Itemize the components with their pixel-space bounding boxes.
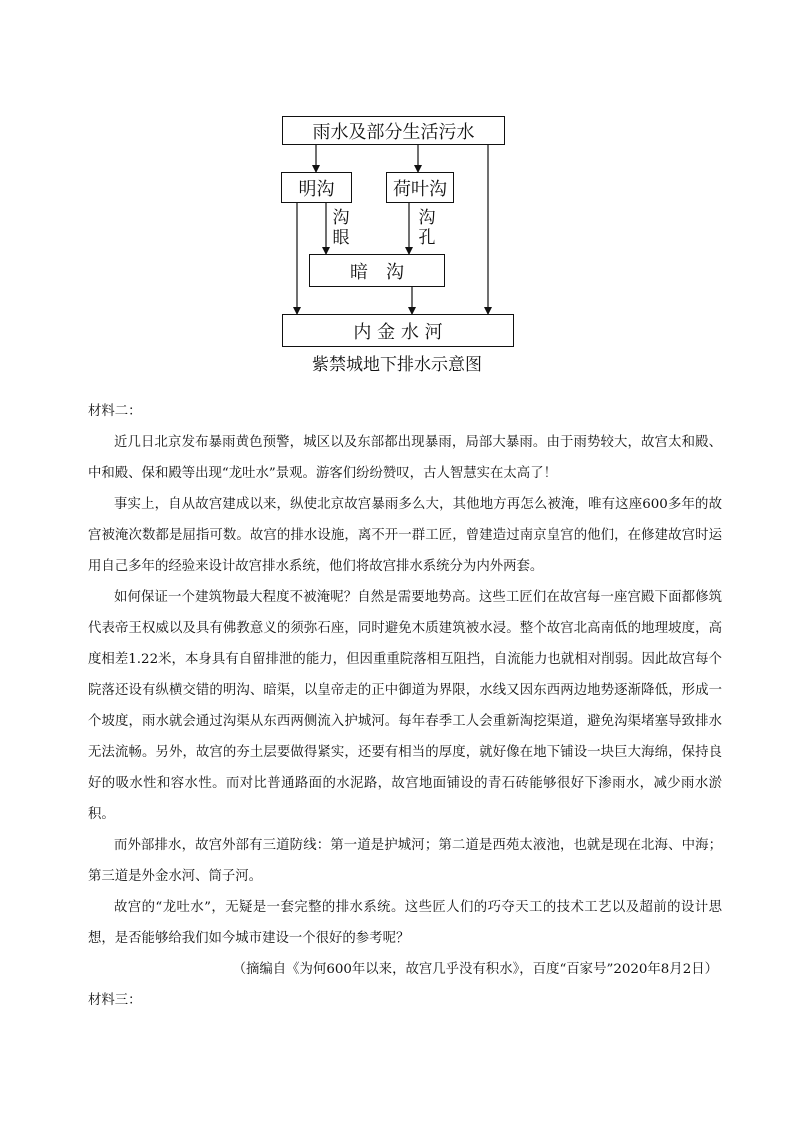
box-angou: 暗 沟 xyxy=(309,254,445,287)
material-two-heading: 材料二： xyxy=(88,404,142,419)
label-goukong-char2: 孔 xyxy=(418,228,436,248)
diagram-caption: 紫禁城地下排水示意图 xyxy=(312,355,482,375)
article-body xyxy=(88,396,722,1016)
paragraph-4: 而外部排水，故宫外部有三道防线：第一道是护城河；第二道是西苑太液池，也就是现在北海、中海；第三道是外金水河、筒子河。 xyxy=(88,838,722,884)
label-gouyan-char2: 眼 xyxy=(332,228,350,248)
paragraph-5: 故宫的“龙吐水”，无疑是一套完整的排水系统。这些匠人们的巧夺天工的技术工艺以及超前的设计思想，是否能够给我们如今城市建设一个很好的参考呢？ xyxy=(88,900,722,946)
material-three-heading: 材料三： xyxy=(88,993,142,1008)
label-goukong xyxy=(417,208,437,248)
box-minggou: 明沟 xyxy=(281,172,352,203)
paragraph-3: 如何保证一个建筑物最大程度不被淹呢？自然是需要地势高。这些工匠们在故宫每一座宫殿下面都修筑代表帝王权威以及具有佛教意义的须弥石座，同时避免木质建筑被水浸。整个故宫北高南低的地理坡度，高度相差1.22米，本身具有自留排泄的能力，但因重重院落相互阻挡，自流能力也就相对削弱。因此故宫每个院落还设有纵横交错的明沟、暗渠，以皇帝走的正中御道为界限，水线又因东西两边地势逐渐降低，形成一个坡度，雨水就会通过沟渠从东西两侧流入护城河。每年春季工人会重新淘挖渠道，避免沟渠堵塞导致排水无法流畅。另外，故宫的夯土层要做得紧实，还要有相当的厚度，就好像在地下铺设一块巨大海绵，保持良好的吸水性和容水性。而对比普通路面的水泥路，故宫地面铺设的青石砖能够很好下渗雨水，减少雨水淤积。 xyxy=(88,590,722,822)
box-neijinshuihe: 内 金 水 河 xyxy=(282,314,514,347)
drainage-diagram xyxy=(0,0,794,380)
paragraph-1: 近几日北京发布暴雨黄色预警，城区以及东部都出现暴雨，局部大暴雨。由于雨势较大，故宫太和殿、中和殿、保和殿等出现“龙吐水”景观。游客们纷纷赞叹，古人智慧实在太高了！ xyxy=(88,435,722,481)
box-heyegou: 荷叶沟 xyxy=(386,172,454,203)
box-rainwater: 雨水及部分生活污水 xyxy=(282,116,505,145)
label-goukong-char1: 沟 xyxy=(418,208,436,228)
label-gouyan-char1: 沟 xyxy=(332,208,350,228)
source-citation: （摘编自《为何600年以来，故宫几乎没有积水》，百度“百家号”2020年8月2日） xyxy=(232,962,718,977)
label-gouyan xyxy=(331,208,351,248)
paragraph-2: 事实上，自从故宫建成以来，纵使北京故宫暴雨多么大，其他地方再怎么被淹，唯有这座600多年的故宫被淹次数都是屈指可数。故宫的排水设施，离不开一群工匠，曾建造过南京皇宫的他们，在修建故宫时运用自己多年的经验来设计故宫排水系统，他们将故宫排水系统分为内外两套。 xyxy=(88,497,722,574)
